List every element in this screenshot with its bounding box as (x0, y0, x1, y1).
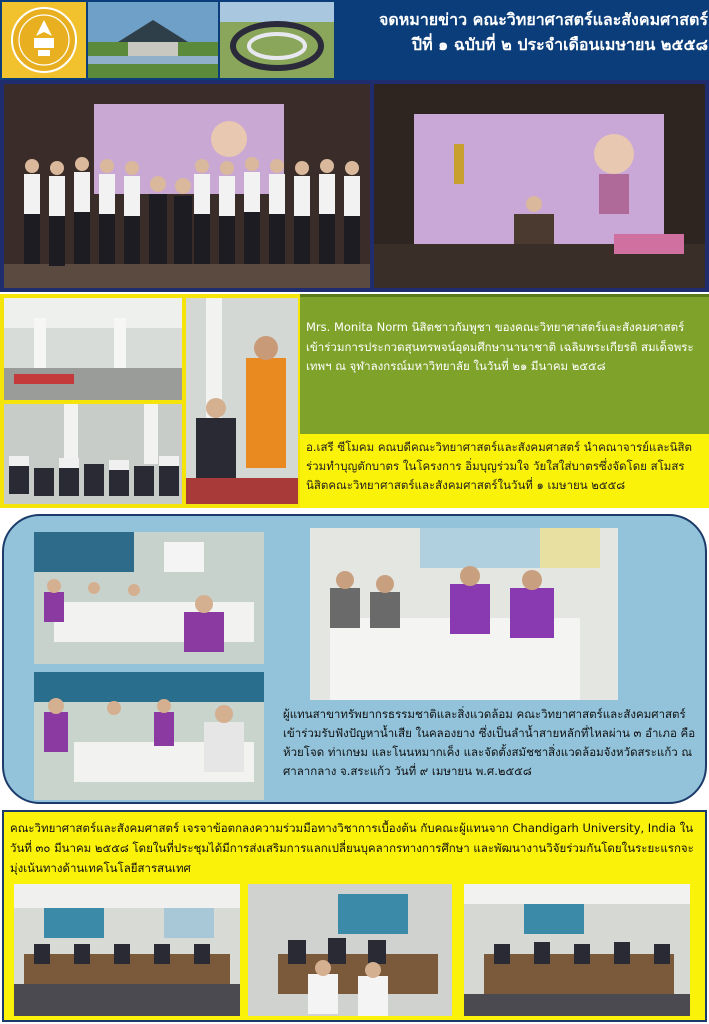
logo (2, 2, 86, 78)
news-item-speech-text: Mrs. Monita Norm นิสิตชาวกัมพูชา ของคณะวิทยาศาสตร์และสังคมศาสตร์ เข้าร่วมการประกวดสุนทรพจน์อุดมศึกษานานาชาติ เฉลิมพระเกียรติ สมเด็จพระเทพฯ ณ จุฬาลงกรณ์มหาวิทยาลัย ในวันที่ ๒๑ มีนาคม ๒๕๕๘ (306, 320, 694, 374)
photo-mou-meeting-2 (248, 884, 452, 1016)
university-seal-icon (2, 2, 86, 78)
photo-students-seated (4, 404, 182, 504)
photo-water-meeting-2 (310, 528, 618, 700)
newsletter-title (340, 8, 708, 58)
photo-speech-contest-group (4, 84, 370, 288)
photo-speech-contest-stage (374, 84, 705, 288)
newsletter-title-line1: จดหมายข่าว คณะวิทยาศาสตร์และสังคมศาสตร์ (378, 10, 708, 29)
photo-hall-wide (4, 298, 182, 400)
photo-mou-meeting-3 (464, 884, 690, 1016)
newsletter-title-line2: ปีที่ ๑ ฉบับที่ ๒ ประจำเดือนเมษายน ๒๕๕๘ (411, 34, 708, 54)
photo-water-meeting-1 (34, 532, 264, 664)
photo-mou-meeting-1 (14, 884, 240, 1016)
news-item-alms-text: อ.เสรี ซีโมคม คณบดีคณะวิทยาศาสตร์และสังคมศาสตร์ นำคณาจารย์และนิสิต ร่วมทำบุญตักบาตร ในโครงการ อิ่มบุญร่วมใจ วัยใสใส่บาตรซึ่งจัดโดย สโมสรนิสิตคณะวิทยาศาสตร์และสังคมศาสตร์ในวันที่ ๑ เมษายน ๒๕๕๘ (306, 440, 693, 492)
photo-water-meeting-3 (34, 672, 264, 800)
news-item-mou-text: คณะวิทยาศาสตร์และสังคมศาสตร์ เจรจาข้อตกลงความร่วมมือทางวิชาการเบื้องต้น กับคณะผู้แทนจาก Chandigarh University, India ในวันที่ ๓๐ มีนาคม ๒๕๕๘ โดยในที่ประชุมได้มีการส่งเสริมการแลกเปลี่ยนบุคลากรทางการศึกษา และพัฒนางานวิจัยร่วมกันโดยในระยะแรกจะมุ่งเน้นทางด้านเทคโนโลยีสารสนเทศ (10, 821, 694, 876)
header-photo-students-circle (220, 2, 334, 78)
header-photo-pavilion (88, 2, 218, 78)
news-item-water-text: ผู้แทนสาขาทรัพยากรธรรมชาติและสิ่งแวดล้อม คณะวิทยาศาสตร์และสังคมศาสตร์ เข้าร่วมรับฟังปัญหาน้ำเสีย ในคลองยาง ซึ่งเป็นลำน้ำสายหลักที่ไหลผ่าน ๓ อำเภอ คือ ห้วยโจด ท่าเกษม และโนนหมากเค็ง และจัดตั้งสมัชชาสิ่งแวดล้อมจังหวัดสระแก้ว ณ ศาลากลาง จ.สระแก้ว วันที่ ๙ เมษายน พ.ศ.๒๕๕๘ (283, 707, 696, 778)
photo-monk-alms (186, 298, 298, 504)
